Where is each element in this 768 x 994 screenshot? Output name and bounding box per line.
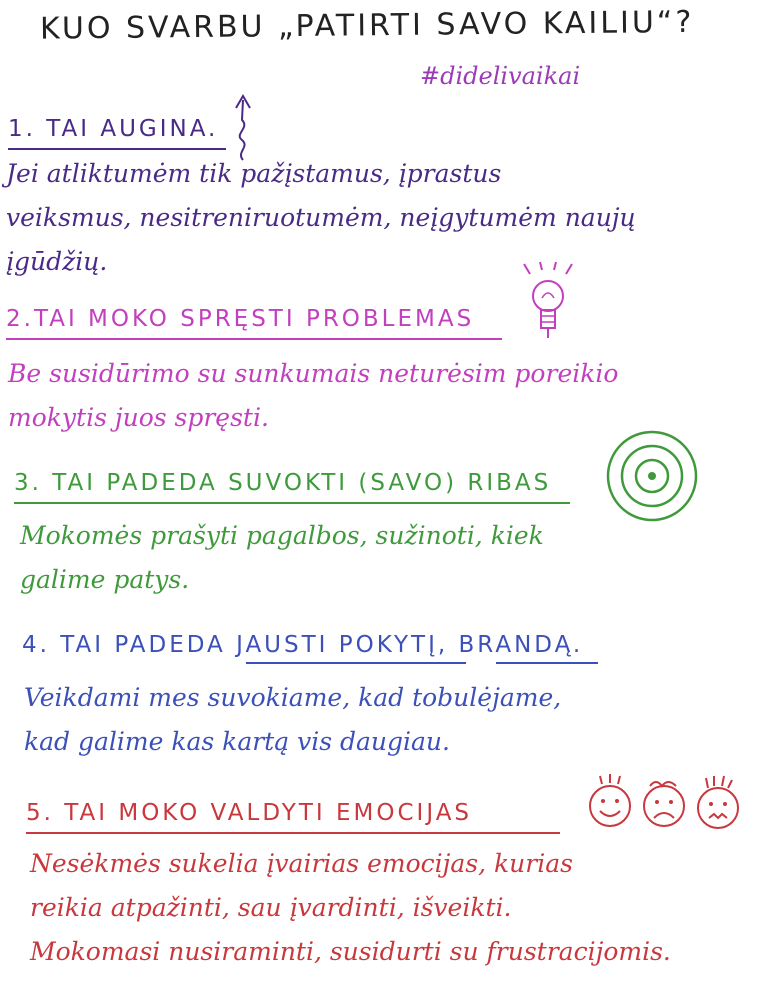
page-title: KUO SVARBU „PATIRTI SAVO KAILIU“? [39,4,695,47]
section-3-heading: 3. TAI PADEDA SUVOKTI (SAVO) RIBAS [14,470,552,496]
section-4-underline-b [496,662,598,664]
section-4-underline-a [246,662,466,664]
hashtag: #didelivaikai [420,62,581,90]
section-3-text: Mokomės prašyti pagalbos, sužinoti, kiek galime patys. [20,521,544,594]
section-4-text: Veikdami mes suvokiame, kad tobulėjame, kad galime kas kartą vis daugiau. [24,683,562,756]
section-2-underline [6,338,502,340]
section-1-underline [8,148,226,150]
section-3-underline [14,502,570,504]
section-5-underline [26,832,560,834]
lightbulb-icon [520,262,580,342]
section-1-heading: 1. TAI AUGINA. [8,116,219,142]
target-icon [604,428,704,528]
section-1-text: Jei atliktumėm tik pažįstamus, įprastus veiksmus, nesitreniruotumėm, neįgytumėm naujų įgūdžių. [6,159,636,276]
section-2-heading: 2.TAI MOKO SPRĘSTI PROBLEMAS [6,306,475,332]
section-2-text: Be susidūrimo su sunkumais neturėsim poreikio mokytis juos spręsti. [8,359,619,432]
section-5-text: Nesėkmės sukelia įvairias emocijas, kurias reikia atpažinti, sau įvardinti, išveikti. Mokomasi nusiraminti, susidurti su frustracijomis. [30,849,671,966]
section-5-heading: 5. TAI MOKO VALDYTI EMOCIJAS [26,800,473,826]
section-4-heading: 4. TAI PADEDA JAUSTI POKYTĮ, BRANDĄ. [22,632,584,658]
emotion-faces-icon [584,766,744,836]
